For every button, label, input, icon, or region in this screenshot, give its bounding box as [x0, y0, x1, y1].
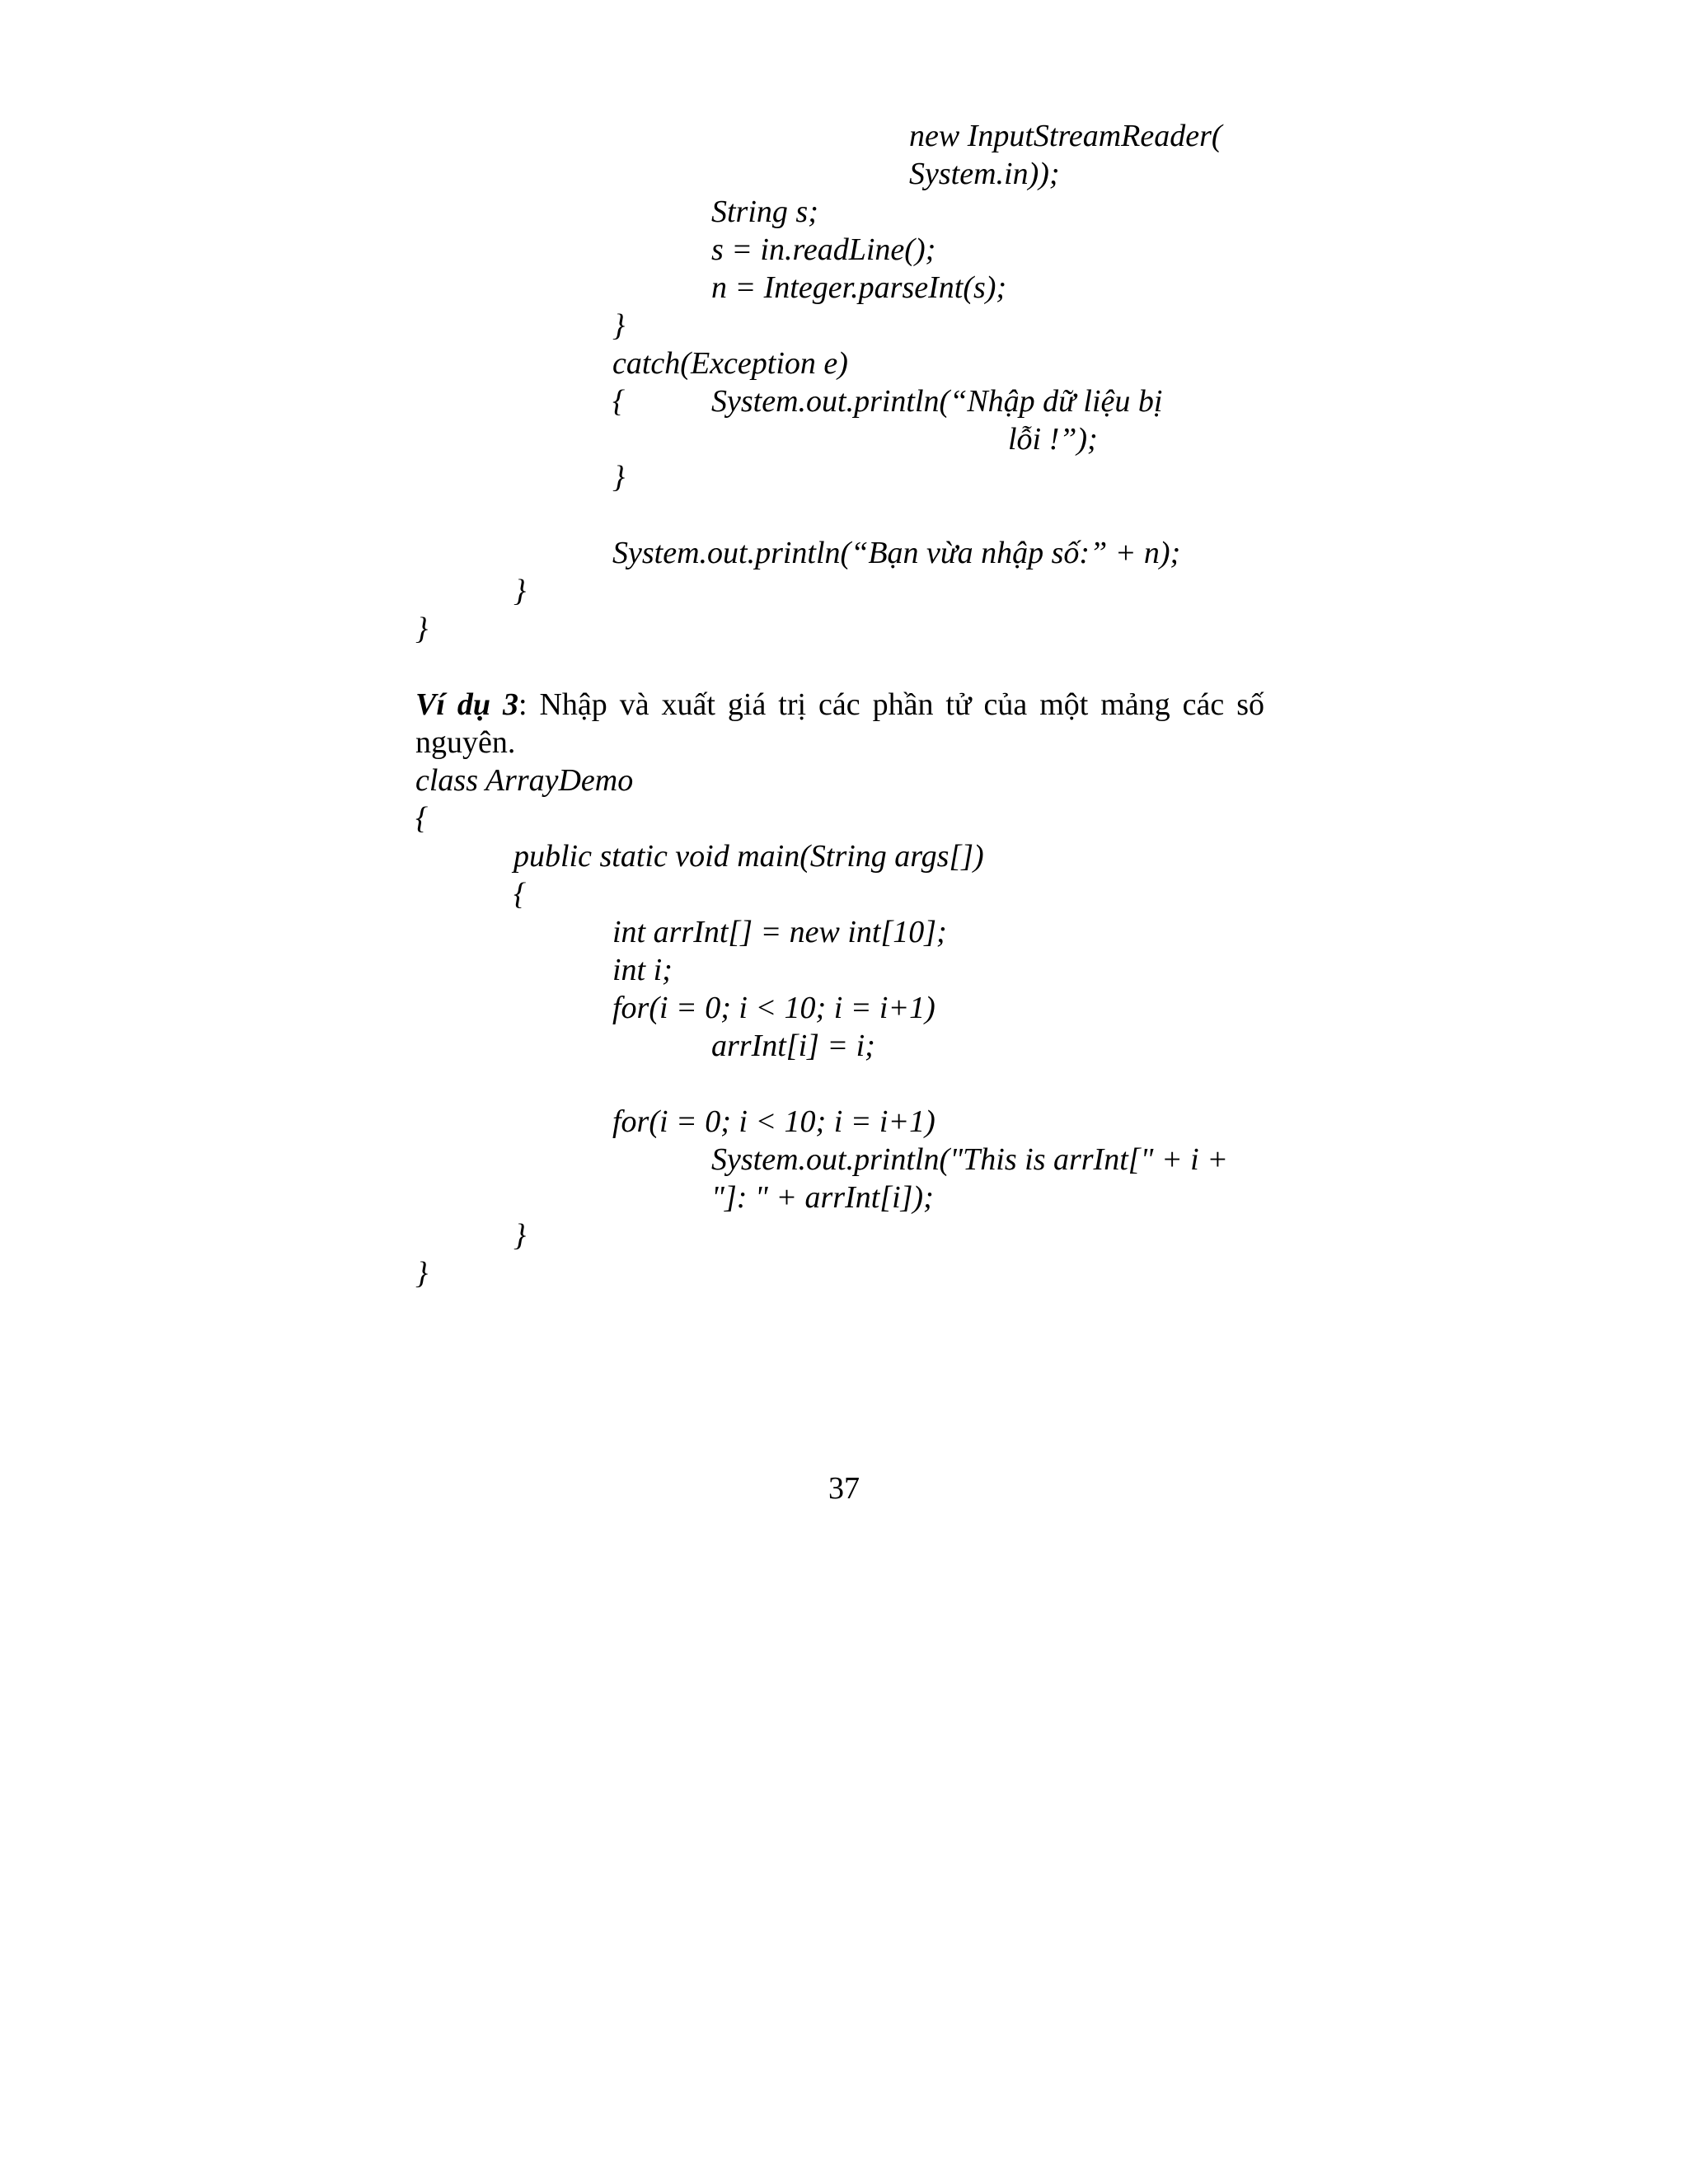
code-line: System.out.println("This is arrInt[" + i + [711, 1142, 1228, 1177]
code-line: } [415, 612, 429, 646]
example-label: Ví dụ 3 [415, 687, 518, 722]
code-line: String s; [711, 194, 818, 229]
code-line: } [612, 308, 626, 343]
code-line: } [513, 1218, 527, 1253]
code-line: { [513, 877, 527, 912]
code-line: lỗi !”); [1008, 422, 1098, 457]
code-line: } [612, 460, 626, 494]
code-line: arrInt[i] = i; [711, 1029, 875, 1063]
example-colon: : [518, 687, 528, 722]
code-line: System.out.println(“Nhập dữ liệu bị [711, 384, 1163, 419]
code-line: "]: " + arrInt[i]); [711, 1180, 934, 1215]
code-line: for(i = 0; i < 10; i = i+1) [612, 1104, 935, 1139]
code-line: n = Integer.parseInt(s); [711, 270, 1007, 305]
code-line: new InputStreamReader( [909, 119, 1222, 153]
code-line: { [415, 801, 429, 836]
code-line: s = in.readLine(); [711, 232, 936, 267]
code-line: System.in)); [909, 157, 1060, 191]
example-description-line1 [415, 686, 1264, 724]
code-line: int arrInt[] = new int[10]; [612, 915, 947, 949]
code-line: catch(Exception e) [612, 346, 848, 381]
code-line: public static void main(String args[]) [513, 839, 984, 874]
code-line: } [513, 574, 527, 608]
page-number: 37 [828, 1471, 860, 1506]
code-line: } [415, 1256, 429, 1291]
code-line: { [612, 384, 626, 419]
code-line: class ArrayDemo [415, 763, 634, 798]
example-description-line2: nguyên. [415, 725, 516, 760]
code-line: System.out.println(“Bạn vừa nhập số:” + n); [612, 536, 1181, 570]
example-description-text: Nhập và xuất giá trị các phần tử của một mảng các số [527, 687, 1264, 722]
code-line: for(i = 0; i < 10; i = i+1) [612, 991, 935, 1025]
code-line: int i; [612, 953, 673, 987]
